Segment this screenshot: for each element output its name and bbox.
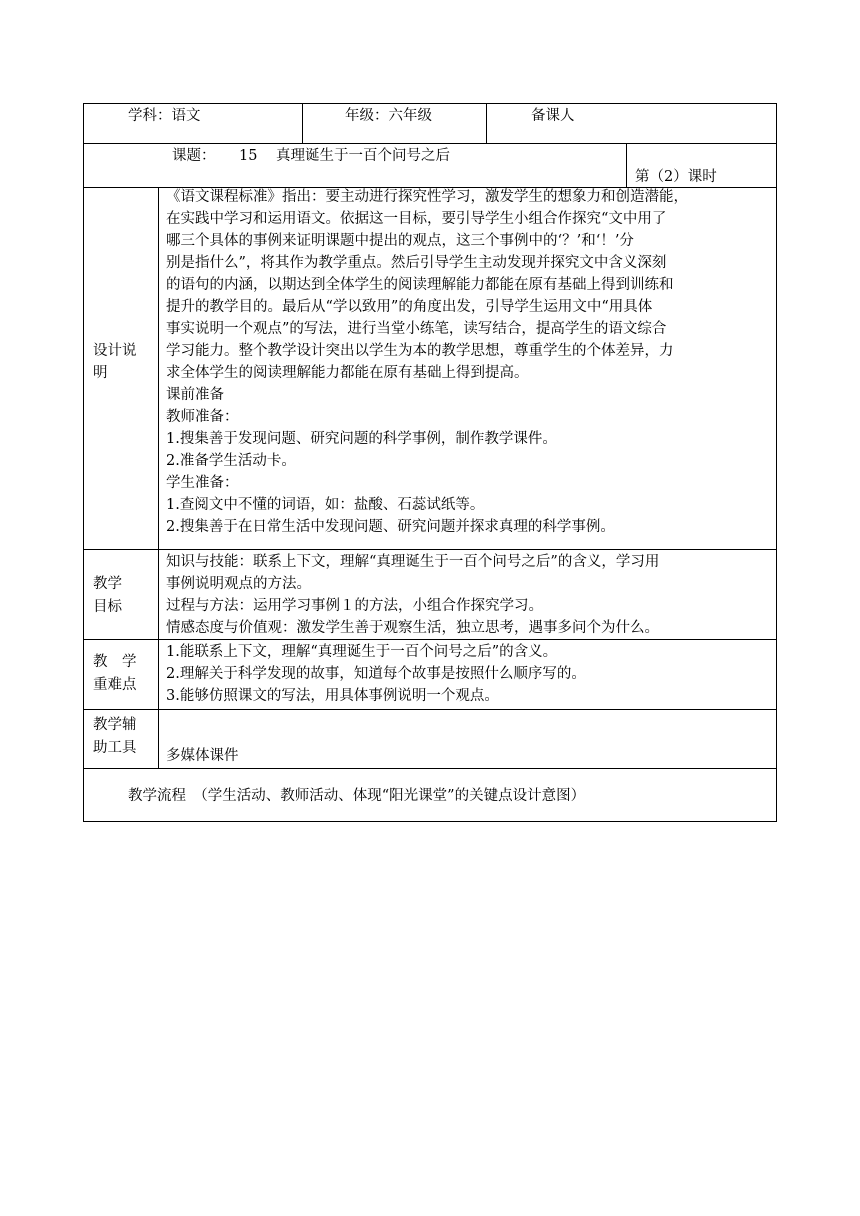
text-line: 2.理解关于科学发现的故事，知道每个故事是按照什么顺序写的。 [166,666,586,682]
text-line: 求全体学生的阅读理解能力都能在原有基础上得到提高。 [166,365,529,381]
process-heading: 教学流程 （学生活动、教师活动、体现“阳光课堂”的关键点设计意图） [128,788,586,804]
col-divider [158,187,159,769]
row-divider [83,768,777,769]
col-divider [626,143,627,188]
table-border-right [776,103,777,822]
text-line: 的语句的内涵，以期达到全体学生的阅读理解能力都能在原有基础上得到训练和 [166,277,674,293]
table-border-bottom [83,821,777,822]
text-line: 别是指什么”，将其作为教学重点。然后引导学生主动发现并探究文中含义深刻 [166,255,667,271]
preparer-field: 备课人 [531,108,575,124]
row-divider [83,639,777,640]
objectives-label-line1: 教学 [93,576,122,592]
text-line: 《语文课程标准》指出：要主动进行探究性学习，激发学生的想象力和创造潜能， [166,189,688,205]
row-divider [83,709,777,710]
text-line: 学生准备： [166,475,239,491]
lesson-title-label: 课题： [172,148,216,164]
text-line: 课前准备 [166,387,224,403]
text-line: 在实践中学习和运用语文。依据这一目标，要引导学生小组合作探究“文中用了 [166,211,667,227]
subject-field: 学科：语文 [128,108,201,124]
objectives-label-line2: 目标 [93,599,122,615]
text-line: 知识与技能：联系上下文，理解“真理诞生于一百个问号之后”的含义，学习用 [166,554,660,570]
text-line: 2.准备学生活动卡。 [166,453,296,469]
tools-label-line1: 教学辅 [93,717,137,733]
design-label-line2: 明 [93,365,108,381]
tools-label-line2: 助工具 [93,740,137,756]
row-divider [83,549,777,550]
objectives-content [166,551,659,639]
text-line: 事实说明一个观点”的写法，进行当堂小练笔，读写结合，提高学生的语文综合 [166,321,667,337]
text-line: 2.搜集善于在日常生活中发现问题、研究问题并探求真理的科学事例。 [166,519,615,535]
text-line: 1.能联系上下文，理解“真理诞生于一百个问号之后”的含义。 [166,644,558,660]
col-divider [486,103,487,144]
tools-content: 多媒体课件 [166,748,239,764]
text-line: 情感态度与价值观：激发学生善于观察生活，独立思考，遇事多问个为什么。 [166,620,659,636]
key-points-content [166,641,586,707]
table-border-left [83,103,84,822]
table-border-top [83,103,777,104]
text-line: 学习能力。整个教学设计突出以学生为本的教学思想，尊重学生的个体差异，力 [166,343,674,359]
col-divider [302,103,303,144]
grade-field: 年级：六年级 [345,108,432,124]
lesson-title: 真理诞生于一百个问号之后 [276,148,450,164]
design-content [166,186,688,538]
text-line: 过程与方法：运用学习事例１的方法，小组合作探究学习。 [166,598,543,614]
key-points-label-line2: 重难点 [93,677,137,693]
key-points-label-line1: 教 学 [93,654,137,670]
text-line: 事例说明观点的方法。 [166,576,311,592]
text-line: 1.查阅文中不懂的词语，如：盐酸、石蕊试纸等。 [166,497,485,513]
text-line: 提升的教学目的。最后从“学以致用”的角度出发，引导学生运用文中“用具体 [166,299,653,315]
row-divider [83,143,777,144]
design-label-line1: 设计说 [93,343,137,359]
lesson-period: 第（2）课时 [635,169,717,185]
text-line: 3.能够仿照课文的写法，用具体事例说明一个观点。 [166,688,499,704]
text-line: 教师准备： [166,409,239,425]
text-line: 哪三个具体的事例来证明课题中提出的观点，这三个事例中的‘？’和‘！’分 [166,233,634,249]
lesson-number: 15 [239,148,258,164]
text-line: 1.搜集善于发现问题、研究问题的科学事例，制作教学课件。 [166,431,557,447]
